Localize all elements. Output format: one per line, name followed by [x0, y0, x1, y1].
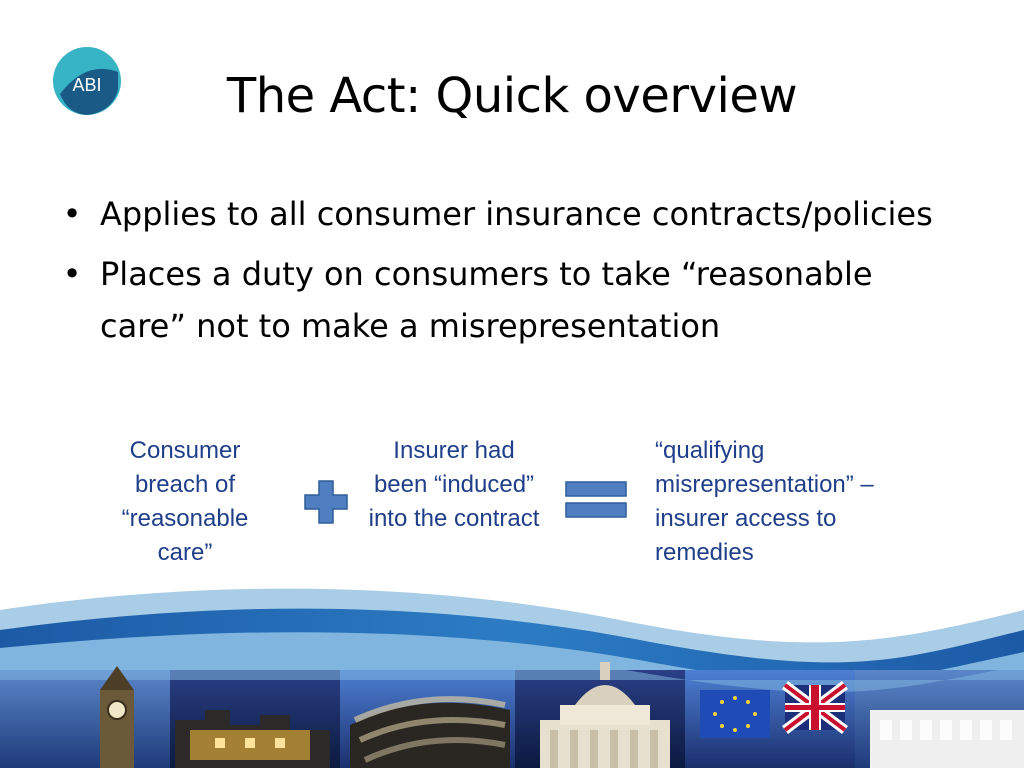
bullet-marker: • [62, 195, 82, 233]
equation-result-term: “qualifying misrepresentation” – insurer access to remedies [655, 437, 874, 566]
bullet-text: Places a duty on consumers to take “reasonable care” not to make a misrepresentation [100, 255, 873, 345]
page-title: The Act: Quick overview [226, 68, 798, 124]
abi-logo-text: ABI [72, 75, 102, 95]
bullet-item-1 [60, 188, 960, 240]
bullet-item-2 [60, 248, 960, 352]
footer-landmarks-image [0, 570, 1024, 768]
equation-middle-term: Insurer had been “induced” into the contract [368, 437, 540, 532]
equation-left-term: Consumer breach of “reasonable care” [121, 437, 249, 566]
bullet-marker: • [62, 255, 82, 293]
equals-icon [565, 480, 627, 520]
footer-photo-banner [0, 570, 1024, 768]
plus-icon [304, 480, 348, 524]
bullet-text: Applies to all consumer insurance contracts/policies [100, 195, 933, 233]
bullet-list [60, 188, 960, 360]
